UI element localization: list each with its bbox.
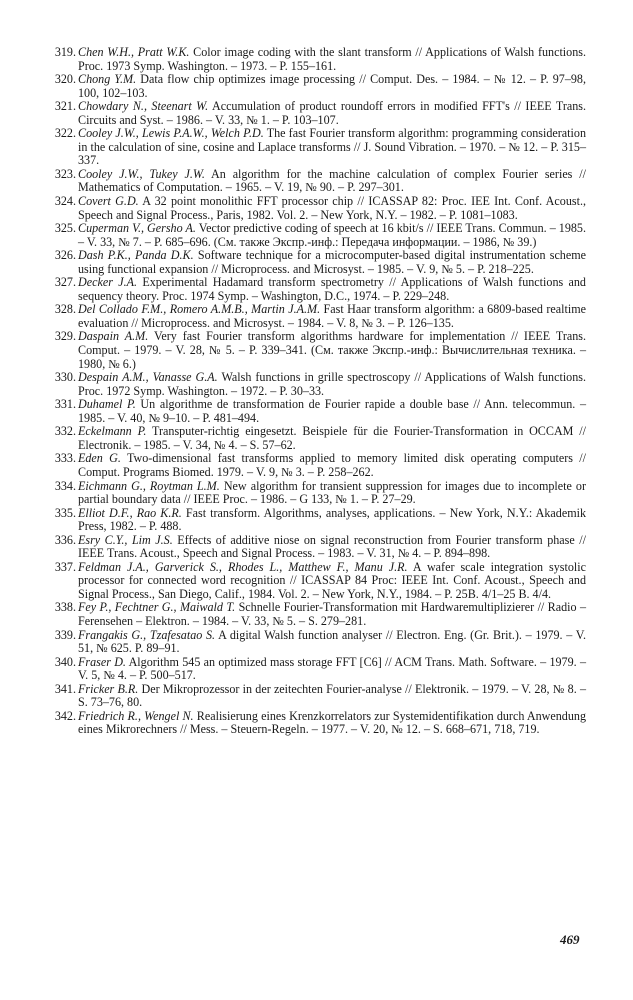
reference-citation: Fast transform. Algorithms, analyses, applications. – New York, N.Y.: Akademik Press, 1982. – P. 488. [78,505,587,534]
reference-authors: Eden G. [78,451,121,466]
reference-text [78,534,586,561]
reference-citation: A 32 point monolithic FFT processor chip // ICASSAP 82: Proc. IEE Int. Conf. Acoust., Speech and Signal Process., Paris, 1982. Vol. 2. – New York, N.Y. – 1982. – P. 1081–1083. [78,194,586,222]
reference-citation: A digital Walsh function analyser // Electron. Eng. (Gr. Brit.). – 1979. – V. 51, № 625. P. 89–91. [78,627,586,656]
reference-authors: Chowdary N., Steenart W. [78,99,209,114]
reference-entry [48,73,586,100]
reference-text [78,276,586,303]
reference-entry [48,249,586,276]
reference-number: 329. [54,329,76,344]
reference-number: 326. [54,248,76,263]
reference-citation: Very fast Fourier transform algorithms hardware for implementation // IEEE Trans. Comput. – 1979. – V. 28, № 5. – P. 339–341. (См. также Экспр.-инф.: Вычислительная техника. – 1980, № 6.) [78,329,586,371]
reference-citation: Two-dimensional fast transforms applied to memory limited disk operating computers // Comput. Programs Biomed. 1979. – V. 9, № 3. – P. 258–262. [78,451,586,479]
reference-authors: Fricker B.R. [78,681,139,696]
reference-citation: New algorithm for transient suppression for images due to incomplete or partial boundary data // IEEE Proc. – 1986. – G 133, № 1. – P. 27–29. [78,478,586,507]
reference-text [78,683,586,710]
reference-entry [48,127,586,168]
reference-number: 342. [54,708,76,723]
reference-citation: Algorithm 545 an optimized mass storage FFT [C6] // ACM Trans. Math. Software. – 1979. – V. 5, № 4. – P. 500–517. [78,654,586,683]
reference-text [78,398,586,425]
reference-text [78,249,586,276]
reference-entry [48,276,586,303]
reference-text [78,656,586,683]
reference-entry [48,480,586,507]
reference-authors: Eckelmann P. [78,424,147,439]
reference-text [78,601,586,628]
reference-list [48,46,586,737]
reference-entry [48,222,586,249]
reference-authors: Cooley J.W., Lewis P.A.W., Welch P.D. [78,126,264,141]
reference-text [78,371,586,398]
reference-authors: Fey P., Fechtner G., Maiwald T. [78,600,236,615]
reference-entry [48,629,586,656]
reference-entry [48,46,586,73]
reference-citation: Color image coding with the slant transform // Applications of Walsh functions. Proc. 1973 Symp. Washington. – 1973. – P. 155–161. [78,45,586,73]
reference-text [78,168,586,195]
reference-authors: Chong Y.M. [78,72,137,87]
reference-number: 322. [54,126,76,141]
reference-authors: Daspain A.M. [78,329,149,344]
reference-number: 320. [54,72,76,87]
reference-entry [48,656,586,683]
reference-text [78,222,586,249]
reference-authors: Cooley J.W., Tukey J.W. [78,166,205,181]
reference-authors: Despain A.M., Vanasse G.A. [78,370,218,385]
reference-number: 331. [54,397,76,412]
reference-authors: Frangakis G., Tzafesatao S. [78,627,216,642]
reference-entry [48,168,586,195]
reference-authors: Elliot D.F., Rao K.R. [78,505,182,520]
reference-citation: Walsh functions in grille spectroscopy // Applications of Walsh functions. Proc. 1972 Symp. Washington. – 1972. – P. 30–33. [78,370,586,398]
reference-number: 332. [54,424,76,439]
reference-text [78,303,586,330]
reference-text [78,452,586,479]
reference-entry [48,534,586,561]
reference-text [78,46,586,73]
reference-entry [48,561,586,602]
reference-text [78,73,586,100]
reference-text [78,100,586,127]
reference-entry [48,398,586,425]
reference-entry [48,507,586,534]
reference-citation: A wafer scale integration systolic processor for connected word recognition // ICASSAP 84 Proc: IEEE Int. Conf. Acoust., Speech and Signal Process., San Diego, Calif., 1984. Vol. 2. – New York, N.Y., 1984. – P. 25B. 4/1–25 B. 4/4. [78,559,586,601]
reference-text [78,507,586,534]
reference-authors: Del Collado F.M., Romero A.M.B., Martin J.A.M. [78,302,321,317]
reference-text [78,195,586,222]
reference-text [78,127,586,168]
reference-citation: Data flow chip optimizes image processing // Comput. Des. – 1984. – № 12. – P. 97–98, 100, 102–103. [78,72,586,100]
reference-entry [48,710,586,737]
reference-text [78,561,586,602]
reference-authors: Feldman J.A., Garverick S., Rhodes L., Matthew F., Manu J.R. [78,559,408,574]
reference-number: 339. [54,627,76,642]
reference-authors: Decker J.A. [78,275,138,290]
reference-number: 338. [54,600,76,615]
reference-text [78,330,586,371]
reference-authors: Eichmann G., Roytman L.M. [78,478,220,493]
reference-number: 325. [54,221,76,236]
reference-number: 323. [54,166,76,181]
reference-citation: An algorithm for the machine calculation of complex Fourier series // Mathematics of Computation. – 1965. – V. 19, № 90. – P. 297–301. [78,166,586,195]
reference-number: 334. [54,478,76,493]
reference-citation: Software technique for a microcomputer-based digital instrumentation scheme using functional expansion // Microprocess. and Microsyst. – 1985. – V. 9, № 5. – P. 218–225. [78,248,586,276]
reference-entry [48,683,586,710]
reference-citation: Effects of additive niose on signal reconstruction from Fourier transform phase // IEEE Trans. Acoust., Speech and Signal Process. – 1983. – V. 31, № 4. – P. 894–898. [78,532,586,561]
reference-authors: Chen W.H., Pratt W.K. [78,45,190,59]
reference-authors: Covert G.D. [78,194,139,209]
reference-text [78,710,586,737]
reference-text [78,629,586,656]
page-number: 469 [560,932,580,947]
reference-entry [48,452,586,479]
reference-number: 341. [54,681,76,696]
reference-number: 328. [54,302,76,317]
reference-number: 319. [54,45,76,59]
reference-number: 335. [54,505,76,520]
reference-entry [48,330,586,371]
reference-citation: Accumulation of product roundoff errors in modified FFT's // IEEE Trans. Circuits and Syst. – 1986. – V. 33, № 1. – P. 103–107. [78,99,586,127]
reference-entry [48,601,586,628]
reference-entry [48,425,586,452]
reference-citation: Un algorithme de transformation de Fourier rapide a double base // Ann. telecommun. – 1985. – V. 40, № 9–10. – P. 481–494. [78,397,586,425]
reference-authors: Duhamel P. [78,397,136,412]
reference-number: 321. [54,99,76,114]
reference-citation: Vector predictive coding of speech at 16 kbit/s // IEEE Trans. Commun. – 1985. – V. 33, № 7. – P. 685–696. (См. также Экспр.-инф.: Передача информации. – 1986, № 39.) [78,221,586,249]
reference-citation: Der Mikroprozessor in der zeitechten Fourier-analyse // Elektronik. – 1979. – V. 28, № 8. – S. 73–76, 80. [78,681,587,710]
reference-number: 340. [54,654,76,669]
reference-text [78,425,586,452]
reference-number: 337. [54,559,76,574]
reference-entry [48,100,586,127]
reference-number: 333. [54,451,76,466]
reference-authors: Esry C.Y., Lim J.S. [78,532,173,547]
reference-citation: Schnelle Fourier-Transformation mit Hardwaremultiplizierer // Radio – Ferensehen – Elektron. – 1984. – V. 33, № 5. – S. 279–281. [78,600,586,628]
reference-entry [48,371,586,398]
reference-citation: Realisierung eines Krenzkorrelators zur Systemidentifikation durch Anwendung eines Mikrorechners // Mess. – Steuern-Regeln. – 1977. – V. 20, № 12. – S. 668–671, 718, 719. [78,708,586,737]
reference-authors: Dash P.K., Panda D.K. [78,248,194,263]
reference-citation: Fast Haar transform algorithm: a 6809-based realtime evaluation // Microprocess. and Microsyst. – 1984. – V. 8, № 3. – P. 126–135. [78,302,586,330]
reference-number: 330. [54,370,76,385]
reference-authors: Fraser D. [78,654,126,669]
reference-number: 336. [54,532,76,547]
reference-number: 327. [54,275,76,290]
reference-citation: The fast Fourier transform algorithm: programming consideration in the calculation of sine, cosine and Laplace transforms // J. Sound Vibration. – 1970. – № 12. – P. 315–337. [78,126,586,168]
reference-authors: Cuperman V., Gersho A. [78,221,196,236]
reference-number: 324. [54,194,76,209]
reference-entry [48,195,586,222]
reference-citation: Experimental Hadamard transform spectrometry // Applications of Walsh functions and sequency theory. Proc. 1974 Symp. – Washington, D.C., 1974. – P. 229–248. [78,275,586,303]
reference-entry [48,303,586,330]
reference-citation: Transputer-richtig eingesetzt. Beispiele für die Fourier-Transformation in OCCAM // Electronik. – 1985. – V. 34, № 4. – S. 57–62. [78,424,586,452]
reference-authors: Friedrich R., Wengel N. [78,708,194,723]
reference-text [78,480,586,507]
